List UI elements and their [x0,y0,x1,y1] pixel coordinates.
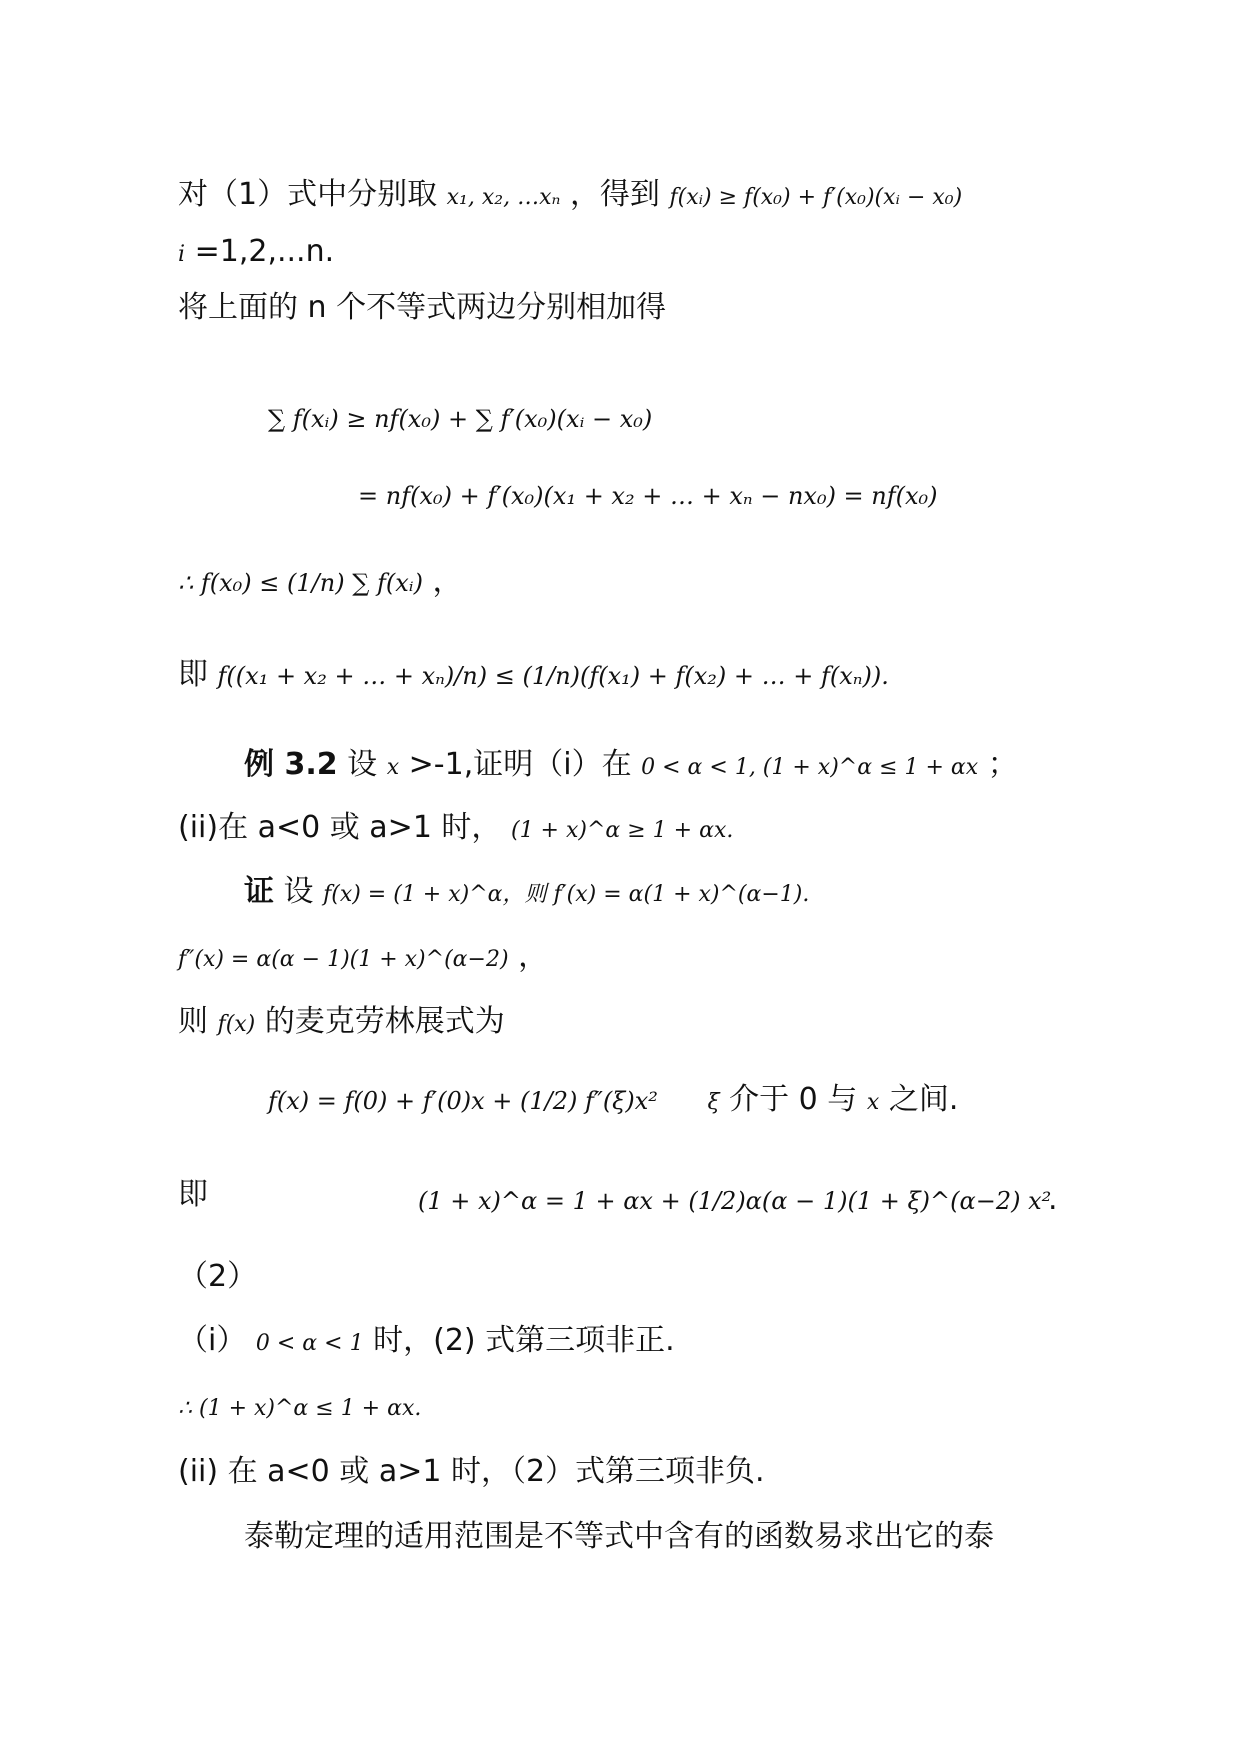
line-text: ， [518,939,549,974]
line-text: 设 [347,747,378,782]
line-text: ； [987,747,1018,782]
line-text: （2） [178,1259,258,1294]
math-expression: 0 < α < 1 [255,1331,364,1356]
text-line [178,1002,505,1045]
math-expression: ξ [707,1090,720,1115]
line-text: 将上面的 n 个不等式两边分别相加得 [178,290,667,325]
formula-line [268,398,652,439]
formula-line [268,1080,958,1123]
line-text: 泰勒定理的适用范围是不等式中含有的函数易求出它的泰 [244,1519,994,1554]
line-text: ， [432,564,463,599]
proof-label: 证 [244,874,274,909]
math-expression: ∑ f(xᵢ) ≥ nf(x₀) + ∑ f′(x₀)(xᵢ − x₀) [268,405,653,433]
math-expression: f″(x) = α(α − 1)(1 + x)^(α−2) [178,947,509,972]
math-expression: = nf(x₀) + f′(x₀)(x₁ + x₂ + … + xₙ − nx₀) = nf(x₀) [358,482,938,510]
text-line [178,1257,257,1297]
formula-line [178,937,548,980]
line-text: 时，(2) 式第三项非正. [373,1323,675,1358]
proof-line [244,872,809,915]
trailing-period: . [1048,1182,1058,1217]
text-line [244,1517,994,1557]
math-expression: f((x₁ + x₂ + … + xₙ)/n) ≤ (1/n)(f(x₁) + f(x₂) + … + f(xₙ)). [217,662,889,690]
line-text: 之间. [888,1082,959,1117]
math-expression: x₁, x₂, …xₙ [446,185,561,210]
line-text: 的麦克劳林展式为 [264,1004,505,1039]
line-text: 则 [178,1004,208,1039]
line-text: 即 [178,1177,208,1212]
text-line [178,288,666,328]
line-text: 对（1）式中分别取 [178,177,438,212]
line-text: (ii)在 a<0 或 a>1 时， [178,810,502,845]
math-expression: x [866,1090,880,1115]
line-text: =1,2,...n. [194,234,335,269]
math-expression: f(xᵢ) ≥ f(x₀) + f′(x₀)(xᵢ − x₀) [669,185,963,210]
formula-line [418,1180,1051,1221]
text-line [178,808,733,851]
formula-line [178,562,462,603]
example-label: 例 3.2 [244,747,338,782]
text-line [178,1452,765,1492]
formula-line [178,1386,421,1429]
text-line [178,1321,675,1364]
text-line [178,175,962,218]
math-expression: (1 + x)^α ≥ 1 + αx. [510,818,734,843]
math-expression: f(x) [217,1012,256,1037]
math-expression: ∴ f(x₀) ≤ (1/n) ∑ f(xᵢ) [178,569,423,597]
line-text: 介于 0 与 [729,1082,858,1117]
math-expression: (1 + x)^α = 1 + αx + (1/2)α(α − 1)(1 + ξ)^(α−2) x² [418,1187,1052,1215]
math-expression: ∴ (1 + x)^α ≤ 1 + αx. [178,1396,422,1421]
line-text: 设 [283,874,314,909]
line-text: 即 [178,657,208,692]
math-expression: i [178,242,186,267]
math-expression: f(x) = f(0) + f′(0)x + (1/2) f″(ξ)x² [268,1087,658,1115]
line-text: （i） [178,1323,247,1358]
formula-line [178,655,889,696]
line-text: ，得到 [569,177,660,212]
text-line [178,232,334,275]
example-heading [244,745,1018,788]
formula-line [178,1175,208,1215]
line-text: (ii) 在 a<0 或 a>1 时，（2）式第三项非负. [178,1454,765,1489]
math-expression: 0 < α < 1, (1 + x)^α ≤ 1 + αx [641,755,979,780]
math-expression: f(x) = (1 + x)^α，则 f′(x) = α(1 + x)^(α−1). [323,882,810,907]
line-text: >-1,证明（i）在 [408,747,632,782]
math-expression: x [386,755,400,780]
formula-line [358,475,938,516]
